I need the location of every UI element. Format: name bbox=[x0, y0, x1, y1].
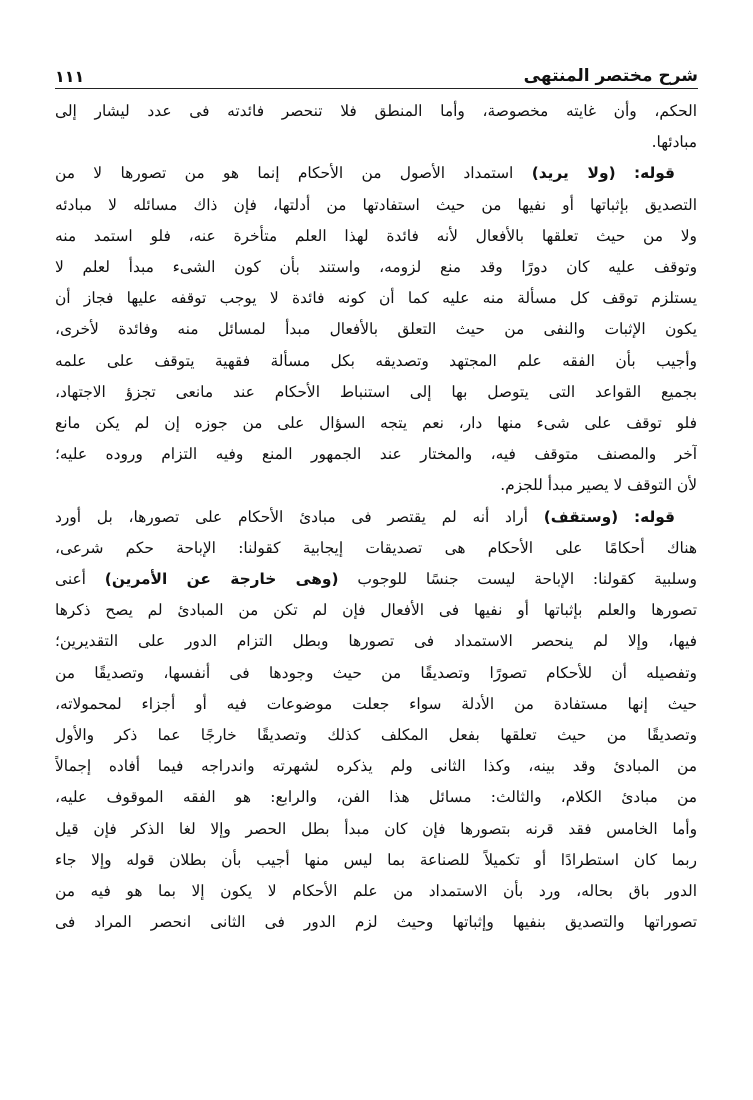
commentary-label: قوله: bbox=[634, 507, 675, 526]
text-segment: أراد أنه لم يقتصر فى مبادئ الأحكام على تصورها، بل أورد bbox=[55, 507, 528, 526]
text-line: التصديق بإثباتها أو نفيها من حيث استفادتها من أدلتها، فإن ذاك مسائله لا مبادئه bbox=[55, 195, 697, 214]
page-number: ١١١ bbox=[55, 67, 85, 86]
text-line: وتوقف عليه كان دورًا وقد منع لزومه، واستند بأن كون الشىء مبدأ لعلم لا bbox=[55, 258, 697, 277]
text-line: آخر والمصنف متوقف فيه، والمختار عند الجمهور المنع وفيه التزام وروده عليه؛ bbox=[55, 445, 697, 464]
text-line: الحكم، وأن غايته مخصوصة، وأما المنطق فلا تنحصر فائدته فى عدد ليشار إلى bbox=[55, 102, 697, 120]
text-line: من مبادئ الكلام، والثالث: مسائل هذا الفن، والرابع: هو الفقه الموقوف عليه، bbox=[55, 788, 697, 807]
text-line: وأجيب بأن الفقه علم المجتهد وتصديقه بكل مسألة فقهية يتوقف على علمه bbox=[55, 351, 697, 370]
text-line: ربما كان استطرادًا أو تكميلاً للصناعة بما ليس منها أجيب بأن بطلان قوله وإلا جاء bbox=[55, 850, 697, 869]
text-segment: وسلبية كقولنا: الإباحة ليست جنسًا للوجوب bbox=[357, 570, 697, 589]
text-line: بجميع القواعد التى يتوصل بها إلى استنباط الأحكام عند مانعى تجزؤ الاجتهاد، bbox=[55, 382, 697, 401]
text-line: ولا من حيث تعلقها بالأفعال لأنه فائدة لهذا العلم متأخرة عنه، فلو استمد منه bbox=[55, 226, 697, 245]
text-line: يستلزم توقف كل مسألة منه عليه كما أن كونه فائدة لا يوجب توقفه عليها فجاز أن bbox=[55, 289, 697, 308]
text-line bbox=[55, 502, 675, 533]
text-line: لأن التوقف لا يصير مبدأ للجزم. bbox=[500, 476, 697, 495]
text-line: هناك أحكامًا على الأحكام هى تصديقات إيجابية كقولنا: الإباحة حكم شرعى، bbox=[55, 538, 697, 557]
text-line: فيها، وإلا لم ينحصر الاستمداد فى تصورها وبطل التزام الدور على التقديرين؛ bbox=[55, 632, 697, 651]
text-line bbox=[55, 564, 697, 595]
text-line: تصوراتها والتصديق بنفيها وإثباتها وحيث لزم الدور فى الثانى انحصر المراد فى bbox=[55, 913, 697, 932]
text-line: وتفصيله أن للأحكام تصورًا وتصديقًا من حيث وجودها فى أنفسها، وتصديقًا من bbox=[55, 663, 697, 682]
text-line: من المبادئ وقد بينه، وكذا الثانى ولم يذكره لشهرته واندراجه فيما أفاده إجمالاً bbox=[55, 757, 697, 776]
text-line: فلو توقف على شىء منها دار، نعم يتجه السؤال على من جوزه إن لم يكن مانع bbox=[55, 414, 697, 433]
text-line: وأما الخامس فقد قرنه بتصورها فإن كان مبدأ بطل الحصر وإلا لغا الذكر فإن قيل bbox=[55, 819, 697, 838]
page-header bbox=[55, 56, 698, 86]
text-line: يكون الإثبات والنفى من حيث التعلق بالأفعال مبدأ لمسائل منه وفائدة لأخرى، bbox=[55, 320, 697, 339]
text-line: مبادئها. bbox=[651, 133, 697, 152]
text-segment: استمداد الأصول من الأحكام إنما هو من تصورها لا من bbox=[55, 164, 514, 183]
running-title: شرح مختصر المنتهى bbox=[523, 66, 698, 86]
text-segment: أعنى bbox=[55, 570, 86, 589]
quoted-lemma: (وهى خارجة عن الأمرين) bbox=[104, 570, 339, 589]
quoted-lemma: (ولا يريد) bbox=[531, 164, 616, 183]
text-line: تصورها والعلم بإثباتها أو نفيها فى الأفعال فإن لم تكن من المبادئ لم يصح ذكرها bbox=[55, 601, 697, 620]
commentary-label: قوله: bbox=[633, 164, 675, 183]
text-line: حيث إنها مستفادة من الأدلة سواء جعلت موضوعات فيه أو أجزاء لمحمولاته، bbox=[55, 694, 697, 713]
text-line: الدور باق بحاله، ورد بأن الاستمداد من علم الأحكام لا يكون إلا بما هو فيه من bbox=[55, 882, 697, 901]
body-text bbox=[55, 96, 697, 1086]
text-line: وتصديقًا من حيث تعلقها بفعل المكلف كذلك وتصديقًا خارجًا عما ذكر والأول bbox=[55, 726, 697, 745]
quoted-lemma: (وستقف) bbox=[543, 507, 619, 526]
header-divider bbox=[55, 88, 698, 89]
text-line bbox=[55, 158, 675, 189]
